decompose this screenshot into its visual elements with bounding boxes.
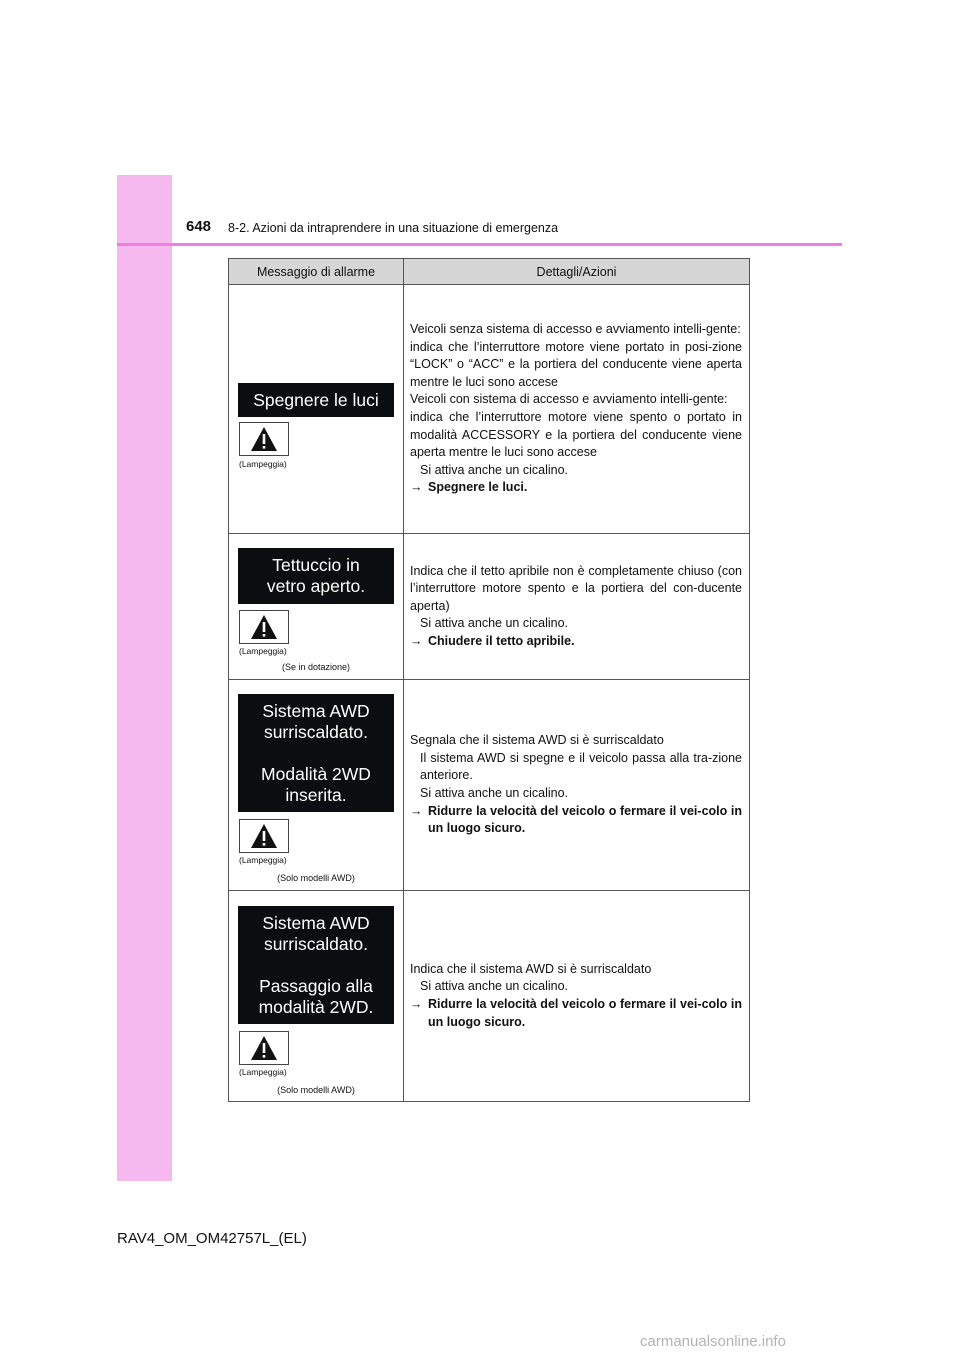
alarm-message-cell bbox=[229, 891, 404, 1102]
warning-triangle-icon bbox=[239, 819, 289, 853]
section-title: 8-2. Azioni da intraprendere in una situazione di emergenza bbox=[228, 221, 559, 235]
column-header-details: Dettagli/Azioni bbox=[404, 259, 750, 285]
alarm-message-cell bbox=[229, 534, 404, 680]
buzzer-note: Si attiva anche un cicalino. bbox=[420, 786, 569, 800]
availability-note: (Solo modelli AWD) bbox=[277, 873, 355, 883]
warning-display-screen bbox=[238, 906, 394, 1024]
detail-text: Segnala che il sistema AWD si è surriscaldato bbox=[410, 733, 664, 748]
model-code: RAV4_OM_OM42757L_(EL) bbox=[117, 1230, 307, 1247]
warning-triangle-icon bbox=[239, 422, 289, 456]
blink-label: (Lampeggia) bbox=[239, 646, 287, 656]
screen-message: Sistema AWD surriscaldato. Modalità 2WD inserita. bbox=[261, 700, 371, 805]
required-action bbox=[410, 803, 742, 838]
screen-message: Sistema AWD surriscaldato. Passaggio alla modalità 2WD. bbox=[258, 912, 374, 1017]
buzzer-note: Si attiva anche un cicalino. bbox=[420, 462, 569, 477]
right-arrow-icon: → bbox=[410, 633, 423, 648]
alarm-message-table bbox=[228, 258, 750, 1102]
action-text: Chiudere il tetto apribile. bbox=[428, 633, 575, 648]
column-header-message: Messaggio di allarme bbox=[229, 259, 404, 285]
availability-note: (Se in dotazione) bbox=[281, 662, 351, 672]
details-cell bbox=[404, 680, 750, 891]
action-text: Spegnere le luci. bbox=[428, 480, 528, 495]
right-arrow-icon: → bbox=[410, 803, 423, 818]
table-row bbox=[229, 680, 750, 891]
action-text: Ridurre la velocità del veicolo o fermare il vei-colo in un luogo sicuro. bbox=[428, 997, 742, 1029]
details-cell bbox=[404, 891, 750, 1102]
alarm-message-cell bbox=[229, 285, 404, 534]
details-cell bbox=[404, 534, 750, 680]
warning-display-screen bbox=[238, 383, 394, 417]
required-action bbox=[410, 479, 742, 497]
action-text: Ridurre la velocità del veicolo o fermare il vei-colo in un luogo sicuro. bbox=[428, 803, 742, 836]
detail-text: Indica che il sistema AWD si è surriscaldato bbox=[410, 961, 652, 976]
table-row bbox=[229, 891, 750, 1102]
screen-message: Tettuccio in vetro aperto. bbox=[266, 555, 366, 596]
availability-note: (Solo modelli AWD) bbox=[277, 1085, 355, 1095]
blink-label: (Lampeggia) bbox=[239, 855, 287, 865]
table-row bbox=[229, 534, 750, 680]
side-tab-band bbox=[117, 175, 172, 1181]
detail-text: Indica che il tetto apribile non è completamente chiuso (con l’interruttore motore spento e la portiera del con-ducente aperta) bbox=[410, 563, 742, 613]
blink-label: (Lampeggia) bbox=[239, 1067, 287, 1077]
detail-text: Il sistema AWD si spegne e il veicolo passa alla tra-zione anteriore. bbox=[420, 750, 742, 783]
buzzer-note: Si attiva anche un cicalino. bbox=[420, 616, 569, 631]
warning-triangle-icon bbox=[239, 610, 289, 644]
table-header-row bbox=[229, 259, 750, 285]
watermark: carmanualsonline.info bbox=[640, 1333, 786, 1350]
buzzer-note: Si attiva anche un cicalino. bbox=[420, 979, 569, 994]
detail-text: Veicoli con sistema di accesso e avviamento intelli-gente: bbox=[410, 392, 728, 407]
details-cell bbox=[404, 285, 750, 534]
header-rule bbox=[117, 243, 842, 246]
detail-text: indica che l’interruttore motore viene portato in posi-zione “LOCK” o “ACC” e la portiera del conducente viene aperta mentre le luci sono accese bbox=[410, 339, 742, 389]
alarm-message-cell bbox=[229, 680, 404, 891]
right-arrow-icon: → bbox=[410, 480, 423, 495]
warning-display-screen bbox=[238, 548, 394, 604]
warning-triangle-icon bbox=[239, 1031, 289, 1065]
page-number: 648 bbox=[186, 218, 212, 235]
blink-label: (Lampeggia) bbox=[239, 459, 287, 469]
detail-text: Veicoli senza sistema di accesso e avviamento intelli-gente: bbox=[410, 322, 741, 337]
warning-display-screen bbox=[238, 694, 394, 812]
screen-message: Spegnere le luci bbox=[253, 389, 379, 410]
detail-text: indica che l’interruttore motore viene spento o portato in modalità ACCESSORY e la portiera del conducente viene aperta mentre le luci sono accese bbox=[410, 410, 742, 460]
right-arrow-icon: → bbox=[410, 997, 423, 1011]
required-action bbox=[410, 996, 742, 1031]
required-action bbox=[410, 633, 742, 651]
table-row bbox=[229, 285, 750, 534]
